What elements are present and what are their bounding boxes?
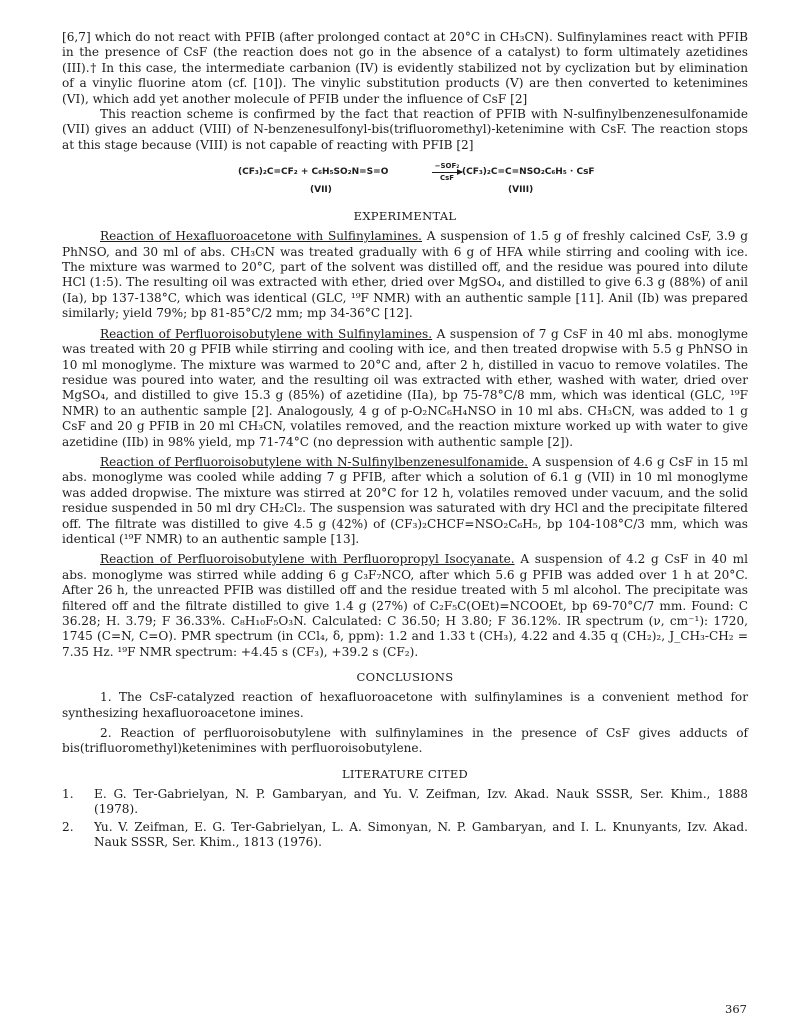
scheme-below-arrow: CsF (439, 174, 455, 183)
section-2-body: A suspension of 7 g CsF in 40 ml abs. monoglyme was treated with 20 g PFIB while stirring and cooling with ice, and then treated dropwise with 5.5 g PhNSO in 10 ml monoglyme. The mixture was warmed to 20°C and, after 2 h, distilled in vacuo to remove volatiles. The residue was poured into water, and the resulting oil was extracted with ether, washed with water, dried over MgSO₄, and distilled to give 15.3 g (85%) of azetidine (IIa), bp 75-78°C/8 mm, which was identical (GLC, ¹⁹F NMR) to an authentic sample [2]. Analogously, 4 g of p-O₂NC₆H₄NSO in 10 ml abs. CH₃CN, was added to 1 g CsF and 20 g PFIB in 20 ml CH₃CN, volatiles removed, and the reaction mixture worked up with water to give azetidine (IIb) in 98% yield, mp 71-74°C (no depression with authentic sample [2]). (62, 326, 748, 449)
experimental-section-2 (62, 327, 748, 450)
reference-text: Yu. V. Zeifman, E. G. Ter-Gabrielyan, L. A. Simonyan, N. P. Gambaryan, and I. L. Knunyants, Izv. Akad. Nauk SSSR, Ser. Khim., 1813 (1976). (94, 819, 748, 850)
page-number: 367 (725, 1002, 747, 1016)
section-4-title: Reaction of Perfluoroisobutylene with Perfluoropropyl Isocyanate. (100, 552, 515, 567)
list-item (62, 787, 748, 818)
experimental-section-3 (62, 455, 748, 547)
conclusion-2: 2. Reaction of perfluoroisobutylene with sulfinylamines in the presence of CsF gives adducts of bis(trifluoromethyl)ketenimines with perfluoroisobutylene. (62, 726, 748, 756)
page-body (62, 30, 748, 852)
section-1-body: A suspension of 1.5 g of freshly calcined CsF, 3.9 g PhNSO, and 30 ml of abs. CH₃CN was treated gradually with 6 g of HFA while stirring and cooling with ice. The mixture was warmed to 20°C, part of the solvent was distilled off, and the residue was poured into dilute HCl (1:5). The resulting oil was extracted with ether, dried over MgSO₄, and distilled to give 6.3 g (88%) of anil (Ia), bp 137-138°C, which was identical (GLC, ¹⁹F NMR) with an authentic sample [11]. Anil (Ib) was prepared similarly; yield 79%; bp 81-85°C/2 mm; mp 34-36°C [12]. (62, 229, 748, 321)
list-item (62, 820, 748, 851)
literature-heading: LITERATURE CITED (341, 766, 469, 781)
scheme-product: (CF₃)₂C=C=NSO₂C₆H₅ · CsF (462, 167, 595, 178)
scheme-arrow (432, 162, 462, 183)
section-1-title: Reaction of Hexafluoroacetone with Sulfinylamines. (100, 229, 423, 244)
intro-paragraph-2: This reaction scheme is confirmed by the fact that reaction of PFIB with N-sulfinylbenzenesulfonamide (VII) gives an adduct (VIII) of N-benzenesulfonyl-bis(trifluoromethyl)-ketenimine with CsF. The reaction stops at this stage because (VIII) is not capable of reacting with PFIB [2] (62, 107, 748, 152)
reaction-scheme (62, 161, 748, 199)
conclusions-heading: CONCLUSIONS (356, 670, 454, 685)
intro-paragraph-1: [6,7] which do not react with PFIB (after prolonged contact at 20°C in CH₃CN). Sulfinylamines react with PFIB in the presence of CsF (the reaction does not go in the absence of a catalyst) to form ultimately azetidines (III).† In this case, the intermediate carbanion (IV) is evidently stabilized not by cyclization but by elimination of a vinylic fluorine atom (cf. [10]). The vinylic substitution products (V) are then converted to ketenimines (VI), which add yet another molecule of PFIB under the influence of CsF [2] (62, 30, 748, 106)
scheme-above-arrow: −SOF₂ (434, 162, 460, 171)
scheme-label-product: (VIII) (508, 185, 534, 196)
section-3-title: Reaction of Perfluoroisobutylene with N-Sulfinylbenzenesulfonamide. (100, 454, 528, 469)
scheme-reactants: (CF₃)₂C=CF₂ + C₆H₅SO₂N=S=O (238, 167, 389, 178)
experimental-section-4 (62, 552, 748, 660)
scheme-label-reactant: (VII) (310, 185, 332, 196)
reference-text: E. G. Ter-Gabrielyan, N. P. Gambaryan, and Yu. V. Zeifman, Izv. Akad. Nauk SSSR, Ser. Khim., 1888 (1978). (94, 786, 748, 817)
section-2-title: Reaction of Perfluoroisobutylene with Sulfinylamines. (100, 326, 433, 341)
section-4-body: A suspension of 4.2 g CsF in 40 ml abs. monoglyme was stirred while adding 6 g C₃F₇NCO, after which 5.6 g PFIB was added over 1 h at 20°C. After 26 h, the unreacted PFIB was distilled off and the residue treated with 5 ml alcohol. The precipitate was filtered off and the filtrate distilled to give 1.4 g (27%) of C₂F₅C(OEt)=NCOOEt, bp 69-70°C/7 mm. Found: C 36.28; H. 3.79; F 36.33%. C₈H₁₀F₅O₃N. Calculated: C 36.50; H 3.80; F 36.12%. IR spectrum (ν, cm⁻¹): 1720, 1745 (C=N, C=O). PMR spectrum (in CCl₄, δ, ppm): 1.2 and 1.33 t (CH₃), 4.22 and 4.35 q (CH₂)₂, J_CH₃-CH₂ = 7.35 Hz. ¹⁹F NMR spectrum: +4.45 s (CF₃), +39.2 s (CF₂). (62, 552, 748, 659)
reaction-arrow-icon (432, 172, 462, 173)
experimental-heading: EXPERIMENTAL (353, 209, 457, 224)
section-3-body: A suspension of 4.6 g CsF in 15 ml abs. monoglyme was cooled while adding 7 g PFIB, after which a solution of 6.1 g (VII) in 10 ml monoglyme was added dropwise. The mixture was stirred at 20°C for 12 h, volatiles removed under vacuum, and the solid residue suspended in 50 ml dry CH₂Cl₂. The suspension was saturated with dry HCl and the precipitate filtered off. The filtrate was distilled to give 4.5 g (42%) of (CF₃)₂CHCF=NSO₂C₆H₅, bp 104-108°C/3 mm, which was identical (¹⁹F NMR) to an authentic sample [13]. (62, 454, 748, 546)
reference-number: 1. (62, 786, 74, 801)
conclusion-1: 1. The CsF-catalyzed reaction of hexafluoroacetone with sulfinylamines is a convenient method for synthesizing hexafluoroacetone imines. (62, 690, 748, 720)
reference-number: 2. (62, 819, 74, 834)
experimental-section-1 (62, 229, 748, 321)
literature-list (62, 787, 748, 851)
